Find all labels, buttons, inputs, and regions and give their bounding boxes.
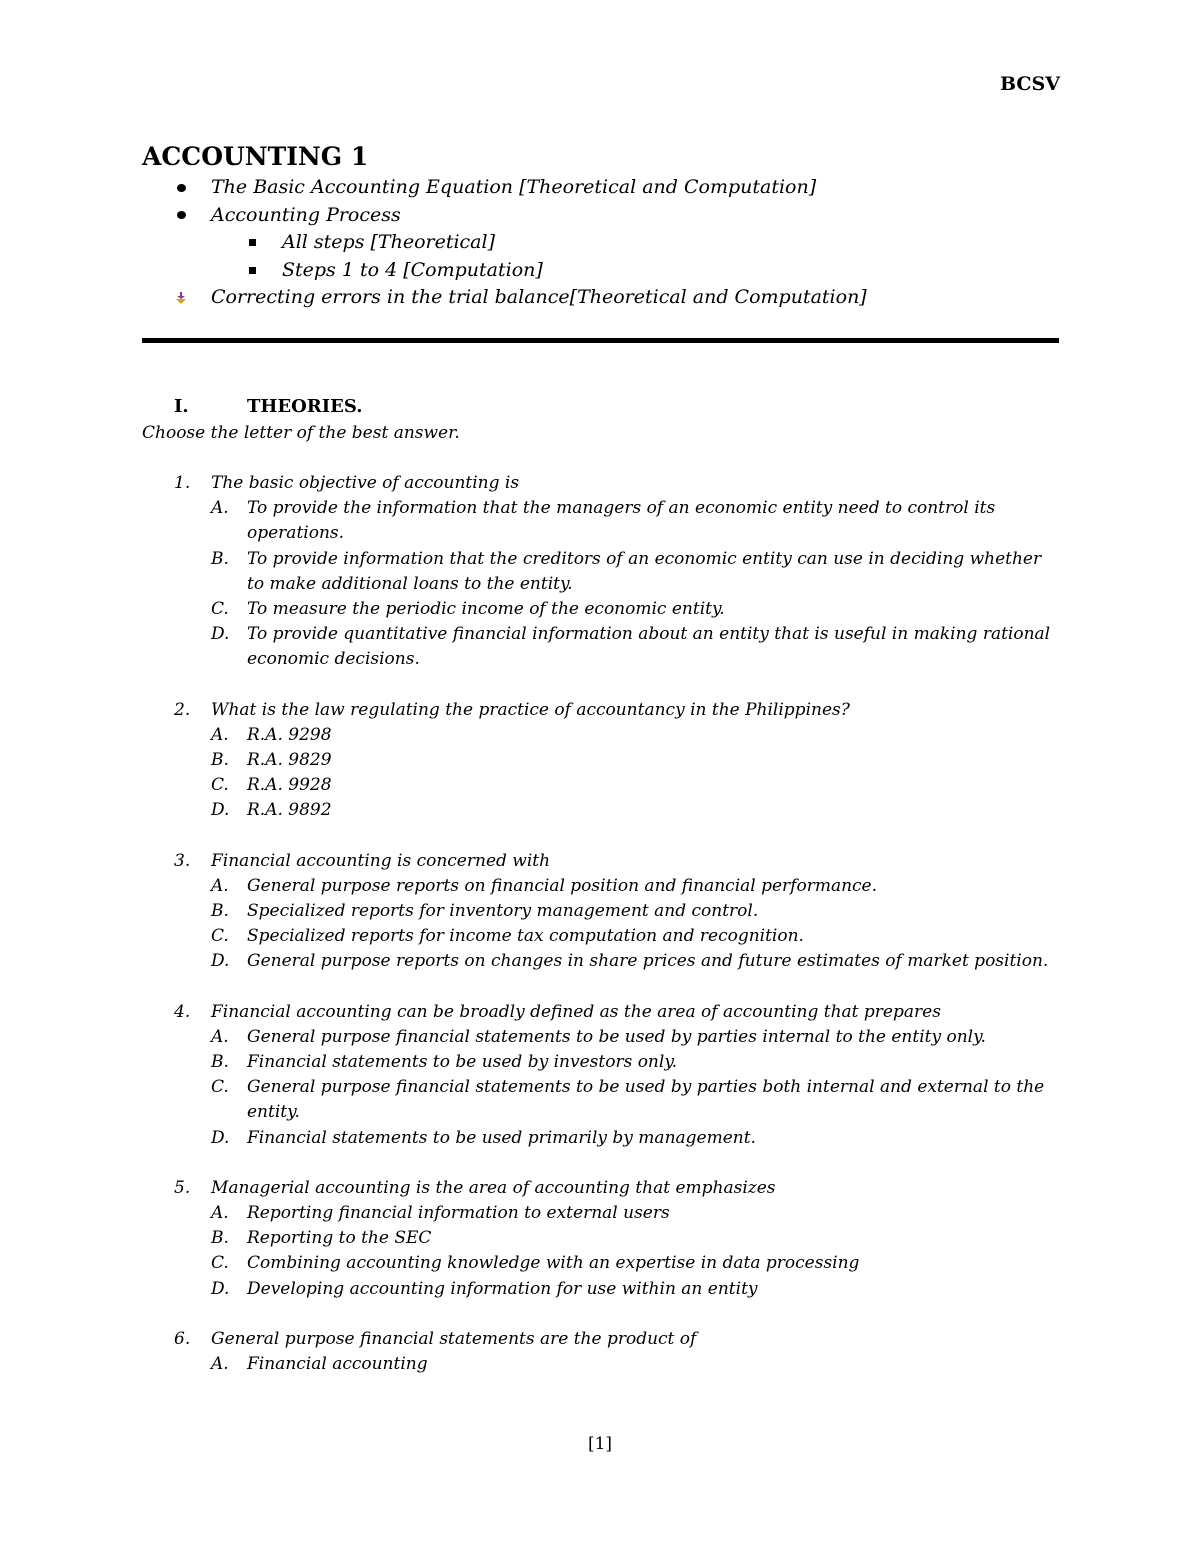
- topic-label: Correcting errors in the trial balance[Theoretical and Computation]: [211, 286, 867, 308]
- question-4: [174, 1000, 1054, 1151]
- option-letter: A.: [211, 1026, 229, 1047]
- option-letter: C.: [211, 926, 229, 947]
- topic-label: Accounting Process: [211, 203, 401, 226]
- question-5: [174, 1176, 1054, 1302]
- question-text: Financial accounting is concerned with: [211, 850, 551, 871]
- option-c: [174, 597, 1054, 622]
- question-1: [174, 471, 1054, 673]
- option-letter: D.: [211, 1127, 230, 1148]
- topic-item: [142, 202, 867, 230]
- option-d: [174, 949, 1054, 974]
- option-a: [174, 874, 1054, 899]
- option-text: Financial statements to be used primarily by management.: [247, 1127, 756, 1148]
- topics-list: [142, 174, 867, 312]
- option-letter: D.: [211, 951, 230, 972]
- bullet-dot-icon: [174, 174, 188, 202]
- option-b: [174, 1050, 1054, 1075]
- topic-item: [142, 174, 867, 202]
- option-text: R.A. 9298: [247, 724, 332, 745]
- question-number: 1.: [174, 473, 191, 493]
- horizontal-rule: [142, 338, 1059, 343]
- question-number: 3.: [174, 850, 191, 871]
- option-d: [174, 622, 1054, 672]
- topic-subitem: [142, 229, 867, 257]
- option-letter: A.: [211, 875, 229, 896]
- section-title: THEORIES.: [247, 396, 363, 417]
- option-a: [174, 723, 1054, 748]
- option-a: [174, 1201, 1054, 1226]
- option-letter: B.: [211, 548, 229, 569]
- question-stem: [174, 1176, 1054, 1201]
- option-text: General purpose financial statements to be used by parties internal to the entity only.: [247, 1026, 986, 1047]
- bullet-square-icon: [245, 229, 259, 257]
- question-list: [174, 471, 1054, 1402]
- option-c: [174, 924, 1054, 949]
- option-letter: B.: [211, 1228, 229, 1249]
- topic-item: [142, 284, 867, 312]
- header-tag: BCSV: [1000, 73, 1060, 95]
- option-text: To provide the information that the managers of an economic entity need to control its operations.: [247, 498, 996, 544]
- option-c: [174, 1251, 1054, 1276]
- option-a: [174, 1025, 1054, 1050]
- option-text: R.A. 9892: [247, 800, 332, 821]
- option-letter: B.: [211, 750, 229, 771]
- topic-label: Steps 1 to 4 [Computation]: [282, 258, 543, 281]
- question-number: 2.: [174, 699, 191, 720]
- option-c: [174, 773, 1054, 798]
- option-c: [174, 1075, 1054, 1125]
- question-stem: [174, 1000, 1054, 1025]
- question-6: [174, 1327, 1054, 1377]
- option-letter: C.: [211, 599, 229, 620]
- option-text: Reporting to the SEC: [247, 1228, 432, 1249]
- option-d: [174, 798, 1054, 823]
- option-letter: A.: [211, 498, 229, 519]
- option-text: Specialized reports for income tax computation and recognition.: [247, 926, 804, 947]
- option-text: To provide information that the creditors of an economic entity can use in deciding whether to make additional loans to the entity.: [247, 548, 1042, 594]
- question-text: What is the law regulating the practice of accountancy in the Philippines?: [211, 699, 850, 720]
- option-a: [174, 1352, 1054, 1377]
- option-b: [174, 899, 1054, 924]
- option-letter: A.: [211, 1203, 229, 1224]
- option-b: [174, 748, 1054, 773]
- question-text: Managerial accounting is the area of accounting that emphasizes: [211, 1177, 776, 1198]
- question-stem: [174, 1327, 1054, 1352]
- option-letter: B.: [211, 901, 229, 922]
- option-d: [174, 1277, 1054, 1302]
- question-stem: [174, 471, 1054, 496]
- option-letter: C.: [211, 1253, 229, 1274]
- page-title: ACCOUNTING 1: [142, 142, 369, 171]
- page-number: [1]: [587, 1434, 613, 1454]
- option-text: To provide quantitative financial information about an entity that is useful in making rational economic decisions.: [247, 624, 1051, 670]
- option-b: [174, 1226, 1054, 1251]
- topic-label: All steps [Theoretical]: [282, 231, 495, 253]
- question-3: [174, 849, 1054, 975]
- option-text: R.A. 9829: [247, 750, 332, 771]
- option-text: Developing accounting information for use within an entity: [247, 1278, 758, 1299]
- question-2: [174, 698, 1054, 824]
- option-b: [174, 547, 1054, 597]
- question-number: 4.: [174, 1001, 191, 1022]
- option-d: [174, 1126, 1054, 1151]
- question-stem: [174, 849, 1054, 874]
- option-letter: B.: [211, 1052, 229, 1073]
- option-text: Financial statements to be used by investors only.: [247, 1052, 678, 1073]
- question-number: 5.: [174, 1177, 191, 1198]
- option-letter: C.: [211, 1077, 229, 1098]
- option-letter: D.: [211, 1278, 230, 1299]
- instruction-text: Choose the letter of the best answer.: [142, 423, 460, 443]
- section-number: I.: [174, 396, 189, 417]
- topic-subitem: [142, 257, 867, 285]
- option-letter: D.: [211, 624, 230, 645]
- topic-label: The Basic Accounting Equation [Theoretical and Computation]: [211, 176, 817, 198]
- option-letter: A.: [211, 724, 229, 745]
- option-text: Financial accounting: [247, 1354, 428, 1375]
- arrow-down-icon: [174, 284, 188, 312]
- option-text: To measure the periodic income of the economic entity.: [247, 599, 725, 620]
- section-heading: [174, 395, 363, 419]
- option-text: Combining accounting knowledge with an expertise in data processing: [247, 1253, 860, 1274]
- option-text: General purpose financial statements to be used by parties both internal and external to the entity.: [247, 1077, 1045, 1123]
- option-letter: A.: [211, 1354, 229, 1375]
- option-a: [174, 496, 1054, 546]
- option-text: General purpose reports on financial position and financial performance.: [247, 875, 878, 896]
- option-letter: C.: [211, 775, 229, 796]
- question-number: 6.: [174, 1328, 191, 1349]
- option-letter: D.: [211, 800, 230, 821]
- bullet-dot-icon: [174, 202, 188, 230]
- question-text: Financial accounting can be broadly defined as the area of accounting that prepares: [211, 1001, 941, 1022]
- option-text: R.A. 9928: [247, 775, 332, 796]
- option-text: General purpose reports on changes in share prices and future estimates of market position.: [247, 951, 1049, 972]
- option-text: Specialized reports for inventory management and control.: [247, 901, 759, 922]
- question-stem: [174, 698, 1054, 723]
- bullet-square-icon: [245, 257, 259, 285]
- option-text: Reporting financial information to external users: [247, 1203, 670, 1224]
- question-text: General purpose financial statements are the product of: [211, 1328, 697, 1349]
- question-text: The basic objective of accounting is: [211, 473, 520, 493]
